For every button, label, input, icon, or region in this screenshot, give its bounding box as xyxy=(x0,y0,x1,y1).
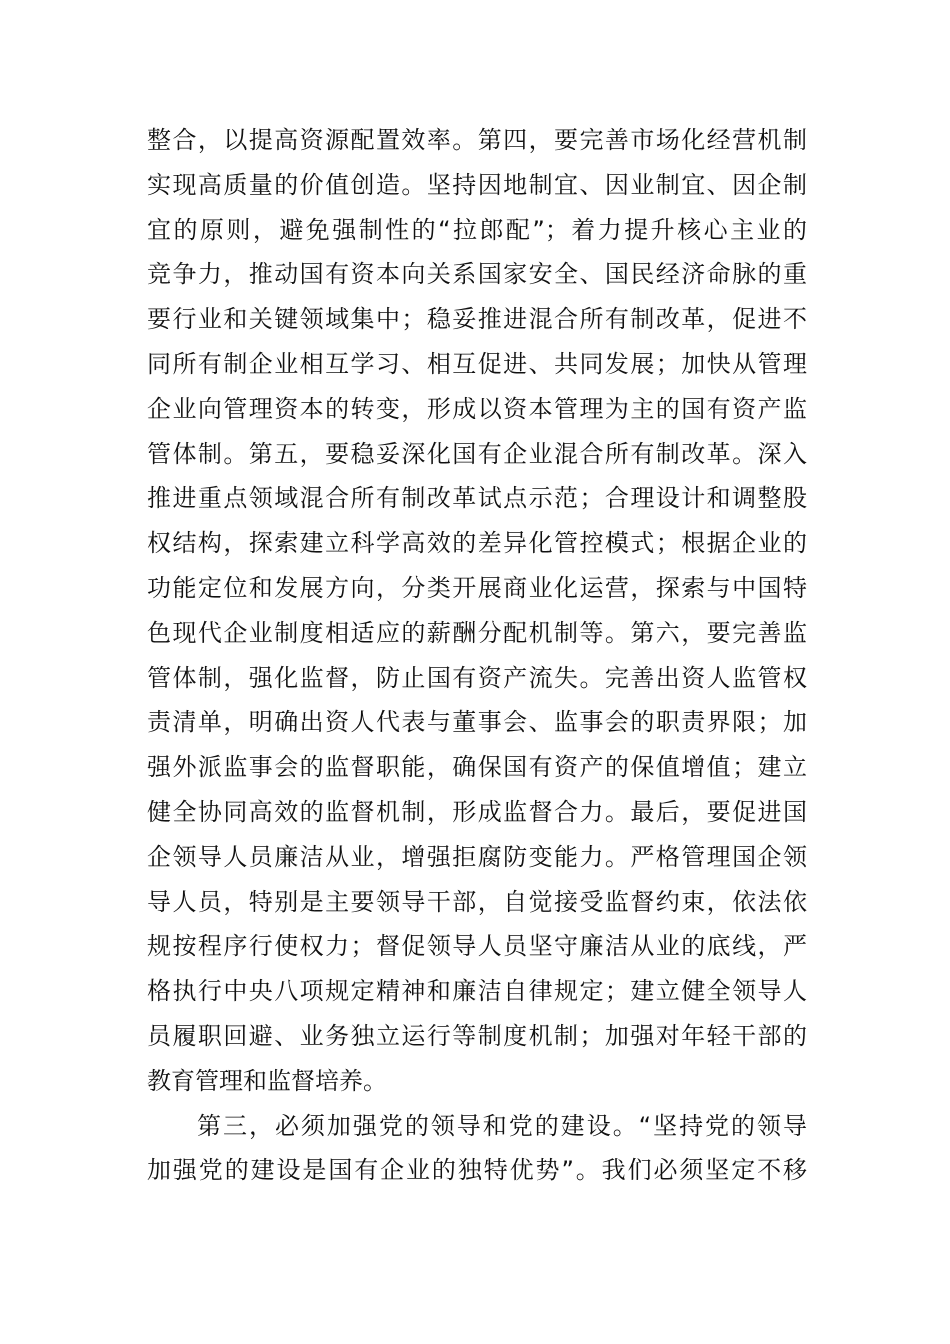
text-line: 导人员，特别是主要领导干部，自觉接受监督约束，依法依 xyxy=(147,887,807,916)
text-line: 要行业和关键领域集中；稳妥推进混合所有制改革，促进不 xyxy=(147,305,807,334)
text-line: 整合，以提高资源配置效率。第四，要完善市场化经营机制 xyxy=(147,126,807,154)
text-line: 推进重点领域混合所有制改革试点示范；合理设计和调整股 xyxy=(147,484,807,513)
text-line: 实现高质量的价值创造。坚持因地制宜、因业制宜、因企制 xyxy=(147,170,807,199)
text-line: 格执行中央八项规定精神和廉洁自律规定；建立健全领导人 xyxy=(147,977,807,1006)
text-line: 员履职回避、业务独立运行等制度机制；加强对年轻干部的 xyxy=(147,1021,807,1050)
text-line: 规按程序行使权力；督促领导人员坚守廉洁从业的底线，严 xyxy=(147,932,807,961)
paragraph-2 xyxy=(147,1104,807,1194)
text-line: 责清单，明确出资人代表与董事会、监事会的职责界限；加 xyxy=(147,708,807,737)
text-line: 竞争力，推动国有资本向关系国家安全、国民经济命脉的重 xyxy=(147,260,807,289)
paragraph-1 xyxy=(147,118,807,1104)
text-line: 企业向管理资本的转变，形成以资本管理为主的国有资产监 xyxy=(147,394,807,423)
text-line: 同所有制企业相互学习、相互促进、共同发展；加快从管理 xyxy=(147,349,807,378)
document-page xyxy=(147,118,807,1193)
text-line: 强外派监事会的监督职能，确保国有资产的保值增值；建立 xyxy=(147,753,807,782)
text-line: 第三，必须加强党的领导和党的建设。“坚持党的领导 xyxy=(197,1111,807,1140)
text-line: 加强党的建设是国有企业的独特优势”。我们必须坚定不移 xyxy=(147,1156,807,1185)
text-line: 健全协同高效的监督机制，形成监督合力。最后，要促进国 xyxy=(147,797,807,826)
text-line: 教育管理和监督培养。 xyxy=(147,1066,387,1095)
text-line: 管体制。第五，要稳妥深化国有企业混合所有制改革。深入 xyxy=(147,439,807,468)
text-line: 色现代企业制度相适应的薪酬分配机制等。第六，要完善监 xyxy=(147,618,807,647)
text-line: 功能定位和发展方向，分类开展商业化运营，探索与中国特 xyxy=(147,573,807,602)
text-line: 管体制，强化监督，防止国有资产流失。完善出资人监管权 xyxy=(147,663,807,692)
text-line: 企领导人员廉洁从业，增强拒腐防变能力。严格管理国企领 xyxy=(147,842,807,871)
text-line: 宜的原则，避免强制性的“拉郎配”；着力提升核心主业的 xyxy=(147,215,807,244)
text-line: 权结构，探索建立科学高效的差异化管控模式；根据企业的 xyxy=(147,529,807,558)
